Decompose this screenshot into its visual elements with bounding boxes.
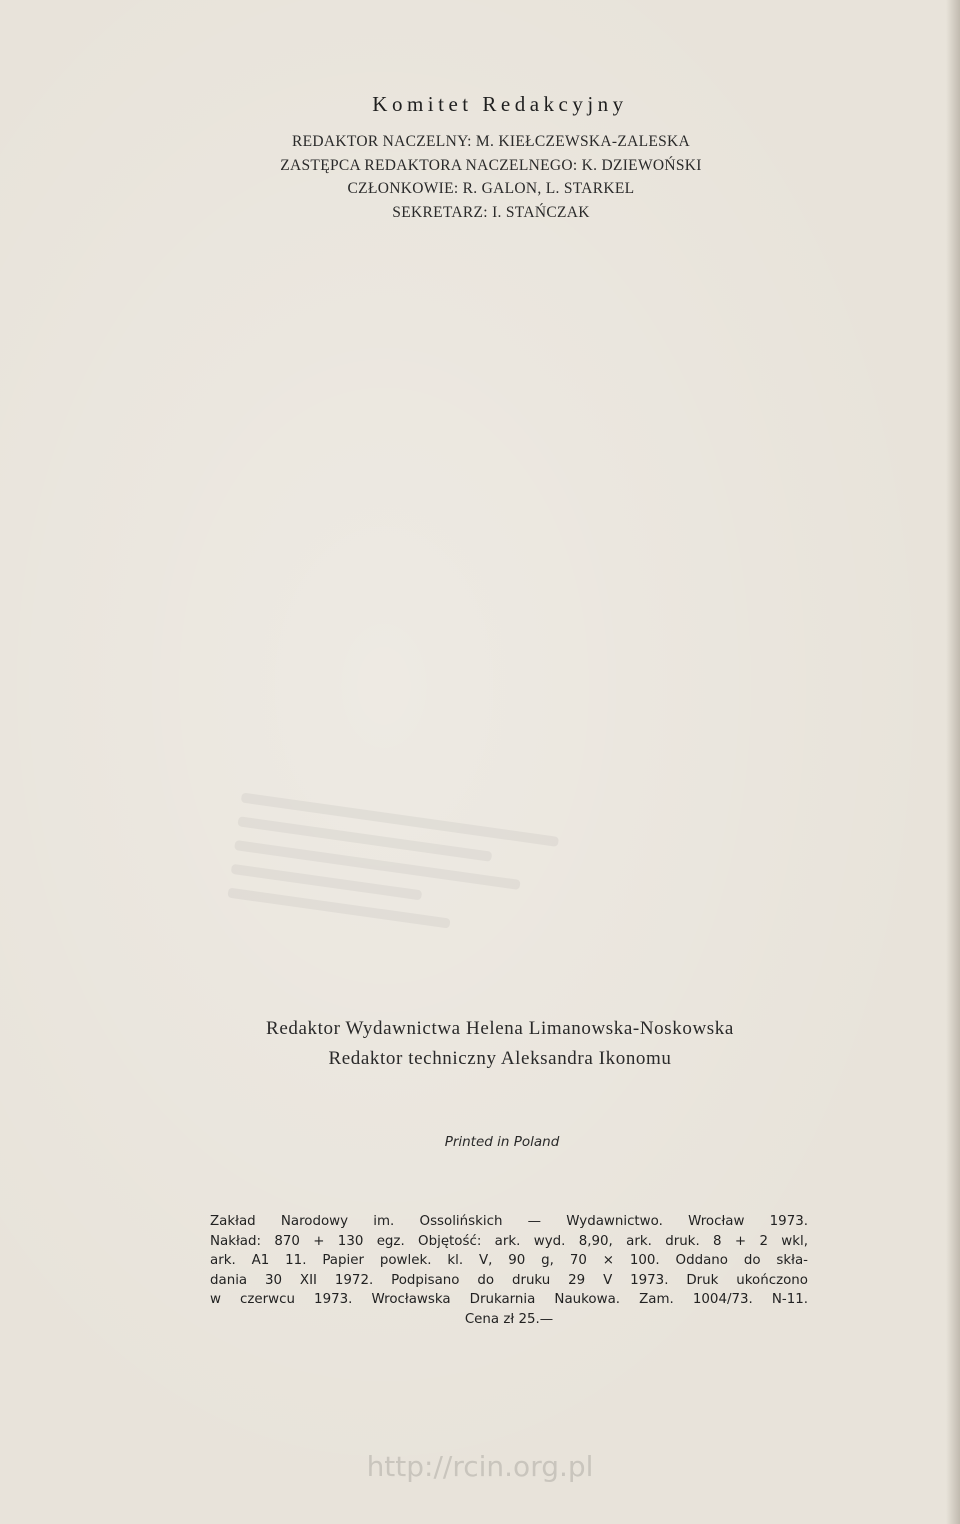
colophon bbox=[210, 1212, 808, 1330]
technical-editor-line: Redaktor techniczny Aleksandra Ikonomu bbox=[328, 1048, 672, 1069]
publishing-editor-line: Redaktor Wydawnictwa Helena Limanowska-Noskowska bbox=[266, 1018, 734, 1039]
colophon-line: ark. A1 11. Papier powlek. kl. V, 90 g, 70 × 100. Oddano do skła- bbox=[210, 1253, 808, 1269]
colophon-line: dania 30 XII 1972. Podpisano do druku 29 V 1973. Druk ukończono bbox=[210, 1272, 808, 1288]
committee-members bbox=[0, 130, 960, 224]
committee-title: Komitet Redakcyjny bbox=[372, 92, 628, 116]
colophon-line: w czerwcu 1973. Wrocławska Drukarnia Naukowa. Zam. 1004/73. N-11. bbox=[210, 1292, 808, 1308]
deputy-editor-line: ZASTĘPCA REDAKTORA NACZELNEGO: K. DZIEWOŃSKI bbox=[280, 156, 702, 174]
colophon-line: Nakład: 870 + 130 egz. Objętość: ark. wyd. 8,90, ark. druk. 8 + 2 wkl, bbox=[210, 1233, 808, 1249]
members-line: CZŁONKOWIE: R. GALON, L. STARKEL bbox=[347, 180, 635, 197]
show-through-bleed bbox=[219, 779, 561, 1002]
price-line: Cena zł 25.— bbox=[464, 1311, 554, 1327]
editor-in-chief-line: REDAKTOR NACZELNY: M. KIEŁCZEWSKA-ZALESKA bbox=[291, 133, 691, 150]
secretary-line: SEKRETARZ: I. STAŃCZAK bbox=[392, 203, 590, 221]
colophon-line: Zakład Narodowy im. Ossolińskich — Wydawnictwo. Wrocław 1973. bbox=[210, 1214, 808, 1229]
printed-in-poland: Printed in Poland bbox=[444, 1134, 560, 1150]
page-edge-shadow bbox=[946, 0, 960, 1524]
editors-block bbox=[0, 1014, 960, 1074]
watermark-url: http://rcin.org.pl bbox=[366, 1450, 594, 1483]
